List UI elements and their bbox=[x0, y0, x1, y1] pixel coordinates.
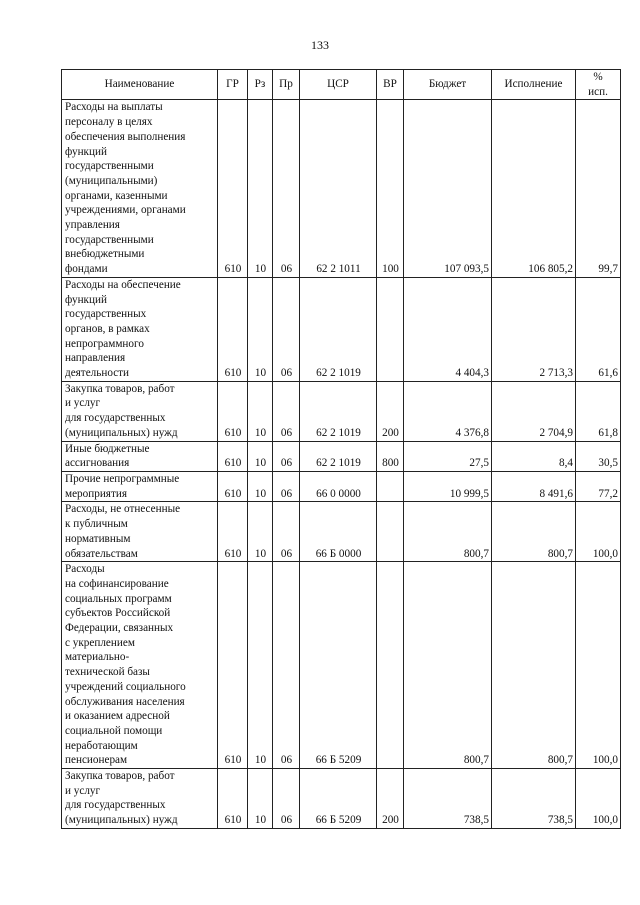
row-gr: 610 bbox=[218, 381, 248, 441]
table-header-row bbox=[62, 70, 621, 100]
row-pr: 06 bbox=[273, 277, 300, 381]
row-rz: 10 bbox=[248, 277, 273, 381]
row-rz: 10 bbox=[248, 769, 273, 829]
header-budget: Бюджет bbox=[404, 70, 492, 100]
row-rz: 10 bbox=[248, 471, 273, 501]
header-execution: Исполнение bbox=[492, 70, 576, 100]
row-vr bbox=[377, 471, 404, 501]
row-pr: 06 bbox=[273, 381, 300, 441]
budget-execution-table bbox=[61, 69, 621, 829]
row-name: Расходы на обеспечение функций государственных органов, в рамках непрограммного направления деятельности bbox=[62, 277, 218, 381]
header-percent-symbol: % bbox=[593, 71, 603, 83]
row-execution: 2 713,3 bbox=[492, 277, 576, 381]
row-execution: 2 704,9 bbox=[492, 381, 576, 441]
row-percent: 61,8 bbox=[576, 381, 621, 441]
row-name: Расходы на софинансирование социальных программ субъектов Российской Федерации, связанных с укреплением материально- технической базы учреждений социального обслуживания населения и оказанием адресной социальной помощи неработающим пенсионерам bbox=[62, 562, 218, 769]
header-gr: ГР bbox=[218, 70, 248, 100]
row-percent: 77,2 bbox=[576, 471, 621, 501]
row-percent: 100,0 bbox=[576, 769, 621, 829]
header-csr: ЦСР bbox=[300, 70, 377, 100]
row-name: Закупка товаров, работ и услуг для государственных (муниципальных) нужд bbox=[62, 769, 218, 829]
row-execution: 106 805,2 bbox=[492, 100, 576, 277]
row-percent: 100,0 bbox=[576, 502, 621, 562]
row-rz: 10 bbox=[248, 502, 273, 562]
row-rz: 10 bbox=[248, 381, 273, 441]
row-pr: 06 bbox=[273, 562, 300, 769]
row-execution: 8,4 bbox=[492, 441, 576, 471]
row-vr: 100 bbox=[377, 100, 404, 277]
header-percent-label: исп. bbox=[588, 85, 608, 98]
row-vr bbox=[377, 562, 404, 769]
row-percent: 100,0 bbox=[576, 562, 621, 769]
row-pr: 06 bbox=[273, 471, 300, 501]
row-budget: 800,7 bbox=[404, 502, 492, 562]
row-vr bbox=[377, 277, 404, 381]
table-row bbox=[62, 277, 621, 381]
row-csr: 66 Б 0000 bbox=[300, 502, 377, 562]
row-name: Расходы, не отнесенные к публичным нормативным обязательствам bbox=[62, 502, 218, 562]
row-pr: 06 bbox=[273, 100, 300, 277]
row-budget: 738,5 bbox=[404, 769, 492, 829]
header-percent bbox=[576, 70, 621, 100]
row-csr: 62 2 1019 bbox=[300, 381, 377, 441]
table-row bbox=[62, 502, 621, 562]
row-gr: 610 bbox=[218, 502, 248, 562]
table-row bbox=[62, 562, 621, 769]
row-percent: 99,7 bbox=[576, 100, 621, 277]
row-budget: 27,5 bbox=[404, 441, 492, 471]
row-vr: 800 bbox=[377, 441, 404, 471]
row-csr: 62 2 1019 bbox=[300, 441, 377, 471]
row-pr: 06 bbox=[273, 769, 300, 829]
row-execution: 8 491,6 bbox=[492, 471, 576, 501]
row-name: Закупка товаров, работ и услуг для государственных (муниципальных) нужд bbox=[62, 381, 218, 441]
row-budget: 10 999,5 bbox=[404, 471, 492, 501]
row-budget: 107 093,5 bbox=[404, 100, 492, 277]
row-execution: 800,7 bbox=[492, 562, 576, 769]
row-budget: 800,7 bbox=[404, 562, 492, 769]
row-gr: 610 bbox=[218, 471, 248, 501]
row-percent: 30,5 bbox=[576, 441, 621, 471]
row-rz: 10 bbox=[248, 100, 273, 277]
row-gr: 610 bbox=[218, 769, 248, 829]
header-rz: Рз bbox=[248, 70, 273, 100]
row-gr: 610 bbox=[218, 100, 248, 277]
row-rz: 10 bbox=[248, 562, 273, 769]
row-rz: 10 bbox=[248, 441, 273, 471]
row-vr: 200 bbox=[377, 769, 404, 829]
row-vr: 200 bbox=[377, 381, 404, 441]
row-csr: 62 2 1011 bbox=[300, 100, 377, 277]
table-row bbox=[62, 471, 621, 501]
header-vr: ВР bbox=[377, 70, 404, 100]
row-csr: 66 Б 5209 bbox=[300, 769, 377, 829]
row-gr: 610 bbox=[218, 277, 248, 381]
row-csr: 66 Б 5209 bbox=[300, 562, 377, 769]
row-pr: 06 bbox=[273, 441, 300, 471]
row-execution: 800,7 bbox=[492, 502, 576, 562]
row-gr: 610 bbox=[218, 441, 248, 471]
row-name: Расходы на выплаты персоналу в целях обеспечения выполнения функций государственными (муниципальными) органами, казенными учреждениями, органами управления государственными внебюджетными фондами bbox=[62, 100, 218, 277]
row-pr: 06 bbox=[273, 502, 300, 562]
row-budget: 4 376,8 bbox=[404, 381, 492, 441]
row-percent: 61,6 bbox=[576, 277, 621, 381]
header-pr: Пр bbox=[273, 70, 300, 100]
row-name: Прочие непрограммные мероприятия bbox=[62, 471, 218, 501]
row-vr bbox=[377, 502, 404, 562]
row-budget: 4 404,3 bbox=[404, 277, 492, 381]
row-csr: 62 2 1019 bbox=[300, 277, 377, 381]
table-row bbox=[62, 769, 621, 829]
table-row bbox=[62, 381, 621, 441]
row-csr: 66 0 0000 bbox=[300, 471, 377, 501]
table-row bbox=[62, 100, 621, 277]
row-execution: 738,5 bbox=[492, 769, 576, 829]
table-row bbox=[62, 441, 621, 471]
header-name: Наименование bbox=[62, 70, 218, 100]
page-number: 133 bbox=[311, 38, 329, 52]
row-name: Иные бюджетные ассигнования bbox=[62, 441, 218, 471]
row-gr: 610 bbox=[218, 562, 248, 769]
